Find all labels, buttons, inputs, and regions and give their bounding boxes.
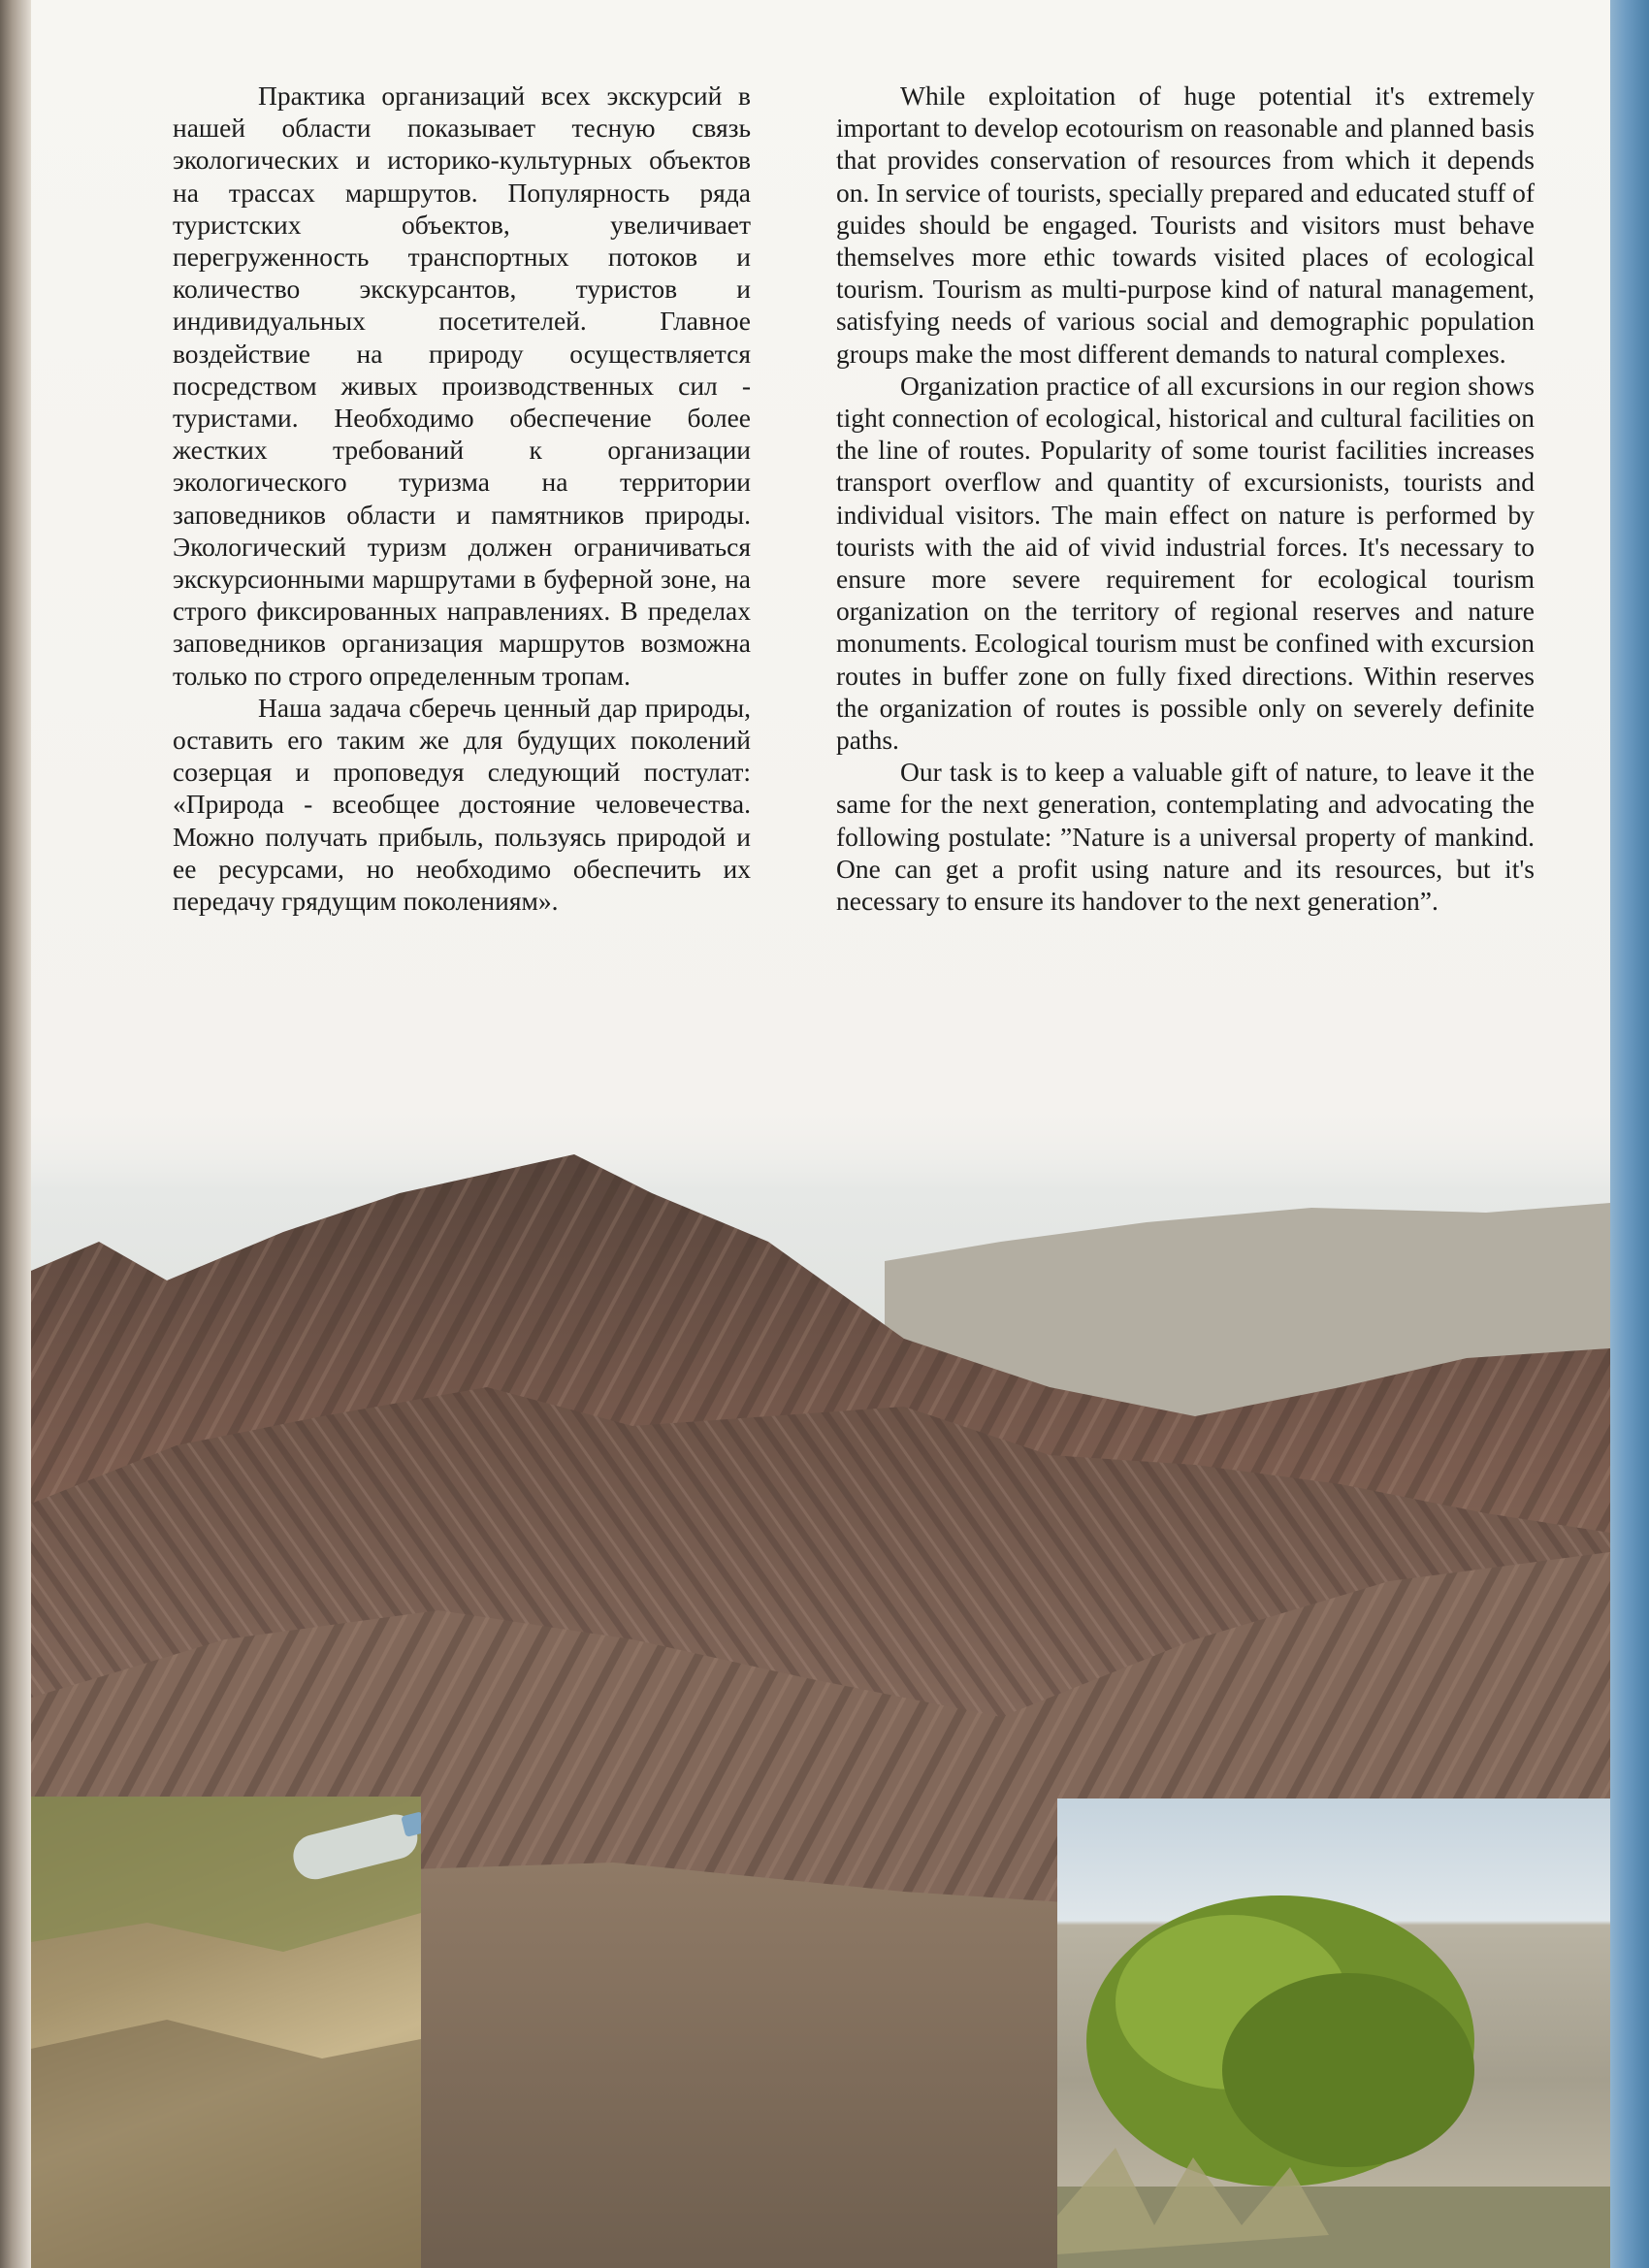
russian-text-column xyxy=(173,80,751,917)
inset-photo-tree xyxy=(1057,1798,1610,2268)
inset-photo-ground-bottle xyxy=(31,1797,421,2268)
page-edge-blue-cover xyxy=(1610,0,1649,2268)
tree-illustration xyxy=(1057,1798,1610,2268)
russian-paragraph-1: Практика организаций всех экскурсий в нашей области показывает тесную связь экологических и историко-культурных объектов на трассах маршрутов. Популярность ряда туристских объектов, увеличивает перегруженность транспортных потоков и количество экскурсантов, туристов и индивидуальных посетителей. Главное воздействие на природу осуществляется посредством живых производственных сил - туристами. Необходимо обеспечение более жестких требований к организации экологического туризма на территории заповедников области и памятников природы. Экологический туризм должен ограничиваться экскурсионными маршрутами в буферной зоне, на строго фиксированных направлениях. В пределах заповедников организация маршрутов возможна только по строго определенным тропам. xyxy=(173,81,751,691)
russian-paragraph-2: Наша задача сберечь ценный дар природы, оставить его таким же для будущих поколений созерцая и проповедуя следующий постулат: «Природа - всеобщее достояние человечества. Можно получать прибыль, пользуясь природой и ее ресурсами, но необходимо обеспечить их передачу грядущим поколениям». xyxy=(173,692,751,917)
english-paragraph-3: Our task is to keep a valuable gift of nature, to leave it the same for the next generation, contemplating and advocating the following postulate: ”Nature is a universal property of mankind. One can get a profit using nature and its resources, but it's necessary to ensure its handover to the next generation”. xyxy=(836,757,1535,917)
ground-texture-illustration xyxy=(31,1797,421,2268)
english-paragraph-1: While exploitation of huge potential it's extremely important to develop ecotourism on reasonable and planned basis that provides conservation of resources from which it depends on. In service of tourists, specially prepared and educated stuff of guides should be engaged. Tourists and visitors must behave themselves more ethic towards visited places of ecological tourism. Tourism as multi-purpose kind of natural management, satisfying needs of various social and demographic population groups make the most different demands to natural complexes. xyxy=(836,81,1535,369)
page-binding-shadow xyxy=(0,0,31,2268)
english-text-column xyxy=(836,80,1535,917)
english-paragraph-2: Organization practice of all excursions in our region shows tight connection of ecological, historical and cultural facilities on the line of routes. Popularity of some tourist facilities increases transport overflow and quantity of excursionists, tourists and individual visitors. The main effect on nature is performed by tourists with the aid of vivid industrial forces. It's necessary to ensure more severe requirement for ecological tourism organization on the territory of regional reserves and nature monuments. Ecological tourism must be confined with excursion routes in buffer zone on fully fixed directions. Within reserves the organization of routes is possible only on severely definite paths. xyxy=(836,370,1535,756)
